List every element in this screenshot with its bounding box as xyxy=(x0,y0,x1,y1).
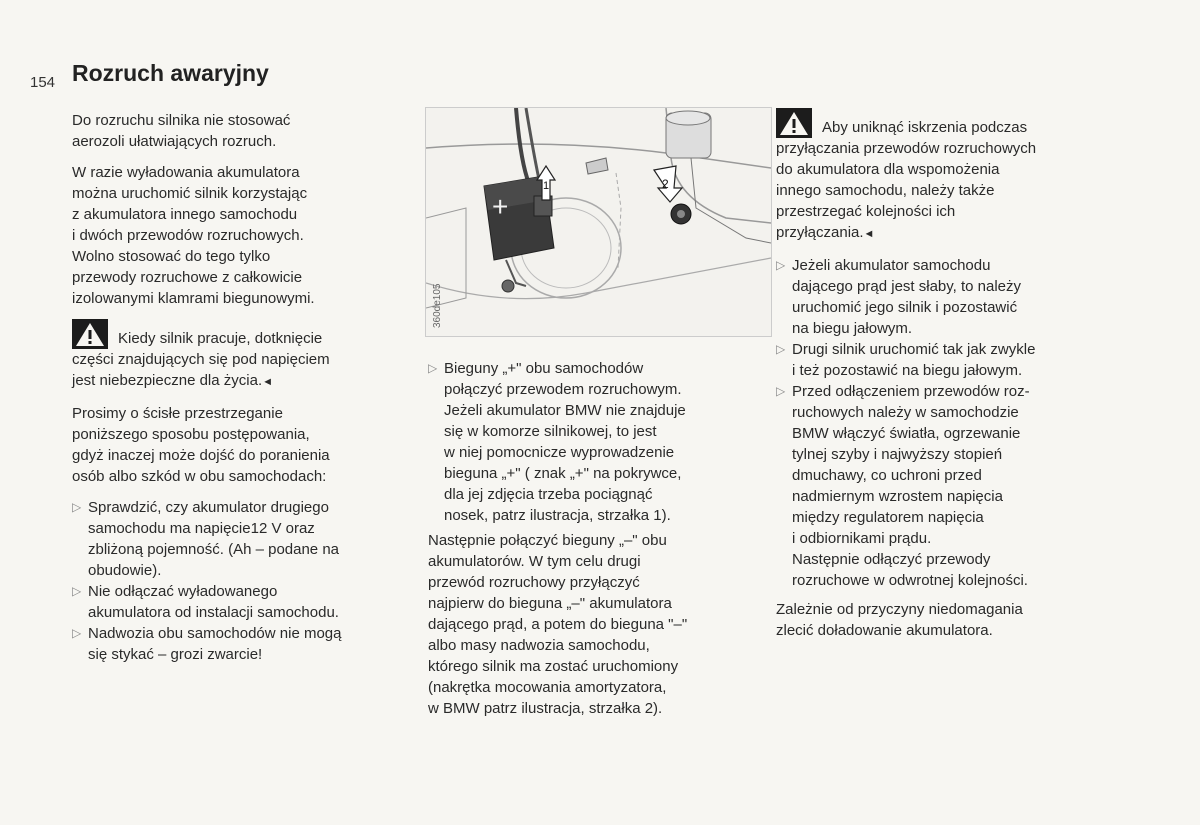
warning-triangle-icon xyxy=(72,319,108,349)
list-item-text: Drugi silnik uruchomić tak jak zwykle i też pozostawić na biegu jałowym. xyxy=(792,341,1036,379)
arrow-2-label: 2 xyxy=(662,177,669,191)
engine-bay-drawing xyxy=(426,108,771,336)
triangle-bullet-icon: ▷ xyxy=(72,584,82,598)
list-item-text: Jeżeli akumulator samochodu dającego prąd jest słaby, to należy uruchomić jego silnik i pozostawić na biegu jałowym. xyxy=(792,257,1022,337)
warning-text: Aby uniknąć iskrzenia podczas przyłączania przewodów rozruchowych do akumulatora dla wspomożenia innego samochodu, należy także przestrzegać kolejności ich przyłączania. xyxy=(776,119,1037,241)
paragraph-recharge: Zależnie od przyczyny niedomagania zlecić doładowanie akumulatora. xyxy=(776,601,1023,639)
warning-block xyxy=(776,108,1116,245)
page-title: Rozruch awaryjny xyxy=(72,60,269,86)
end-of-section-icon: ◄ xyxy=(863,228,875,240)
column-middle xyxy=(428,358,768,729)
list-item xyxy=(72,497,417,581)
list-item xyxy=(776,381,1116,591)
list-item xyxy=(776,339,1116,381)
page-number: 154 xyxy=(30,74,56,91)
warning-block xyxy=(72,319,417,393)
plus-sign-label: + xyxy=(492,191,509,222)
list-item xyxy=(428,358,768,526)
column-right xyxy=(776,108,1116,651)
list-item-text: Nadwozia obu samochodów nie mogą się stykać – grozi zwarcie! xyxy=(88,625,342,663)
triangle-bullet-icon: ▷ xyxy=(776,342,786,356)
end-of-section-icon: ◄ xyxy=(262,376,273,388)
triangle-bullet-icon: ▷ xyxy=(72,500,82,514)
warning-triangle-icon xyxy=(776,108,812,138)
list-item xyxy=(72,623,417,665)
list-item xyxy=(72,581,417,623)
paragraph-negative-terminal: Następnie połączyć bieguny „–" obu akumulatorów. W tym celu drugi przewód rozruchowy przyłączyć najpierw do bieguna „–" akumulatora dającego prąd, a potem do bieguna "–" albo masy nadwozia samochodu, którego silnik ma zostać uruchomiony (nakrętka mocowania amortyzatora, w BMW patrz ilustracja, strzałka 2). xyxy=(428,532,688,717)
triangle-bullet-icon: ▷ xyxy=(428,361,438,375)
list-item-text: Bieguny „+" obu samochodów połączyć przewodem rozruchowym. Jeżeli akumulator BMW nie znajduje się w komorze silnikowej, to jest w niej pomocnicze wyprowadzenie bieguna „+" ( znak „+" na pokrywce, dla jej zdjęcia trzeba pociągnąć nosek, patrz ilustracja, strzałka 1). xyxy=(444,360,686,524)
paragraph-procedure: Prosimy o ścisłe przestrzeganie poniższego sposobu postępowania, gdyż inaczej może dojść do poranienia osób albo szkód w obu samochodach: xyxy=(72,405,330,485)
list-item-text: Nie odłączać wyładowanego akumulatora od instalacji samochodu. xyxy=(88,583,339,621)
paragraph-jump-start-intro: W razie wyładowania akumulatora można uruchomić silnik korzystając z akumulatora innego samochodu i dwóch przewodów rozruchowych. Wolno stosować do tego tylko przewody rozruchowe z całkowicie izolowanymi klamrami biegunowymi. xyxy=(72,164,315,307)
warning-text: Kiedy silnik pracuje, dotknięcie części znajdujących się pod napięciem jest niebezpieczne dla życia. xyxy=(72,330,330,389)
list-item-text: Przed odłączeniem przewodów roz- ruchowych należy w samochodzie BMW włączyć światła, ogrzewanie tylnej szyby i najwyższy stopień dmuchawy, co uchroni przed nadmiernym wzrostem napięcia między regulatorem napięcia i odbiornikami prądu. Następnie odłączyć przewody rozruchowe w odwrotnej kolejności. xyxy=(792,383,1030,589)
list-item xyxy=(776,255,1116,339)
paragraph-aerosol: Do rozruchu silnika nie stosować aerozoli ułatwiających rozruch. xyxy=(72,112,291,150)
figure-code: 360de105 xyxy=(432,283,443,328)
engine-bay-illustration xyxy=(425,107,772,337)
list-item-text: Sprawdzić, czy akumulator drugiego samochodu ma napięcie12 V oraz zbliżoną pojemność. (Ah – podane na obudowie). xyxy=(88,499,340,579)
column-left xyxy=(72,110,417,665)
arrow-1-label: 1 xyxy=(543,180,550,192)
triangle-bullet-icon: ▷ xyxy=(776,258,786,272)
triangle-bullet-icon: ▷ xyxy=(72,626,82,640)
triangle-bullet-icon: ▷ xyxy=(776,384,786,398)
